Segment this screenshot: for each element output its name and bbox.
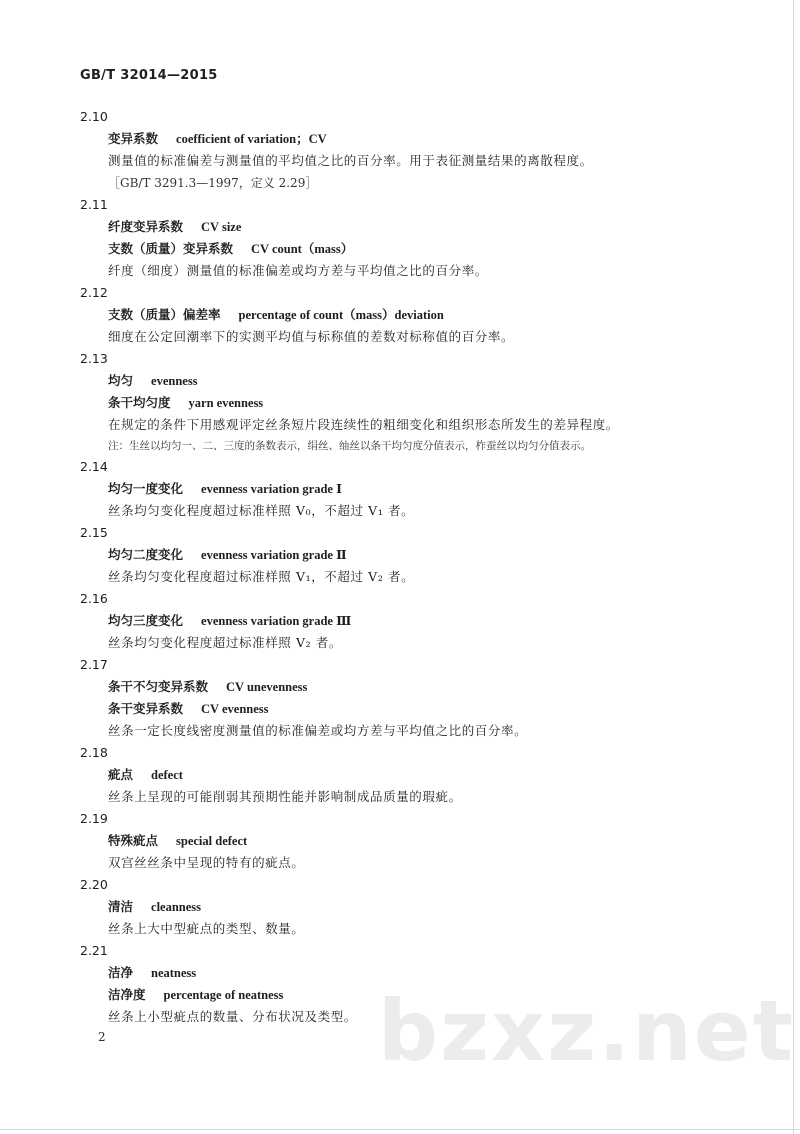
definition-text: 丝条均匀变化程度超过标准样照 V₂ 者。 (108, 635, 342, 650)
term-zh: 支数（质量）偏差率 (108, 307, 221, 322)
term-zh: 均匀二度变化 (108, 547, 184, 562)
entry-number: 2.13 (80, 351, 108, 366)
entry-number: 2.15 (80, 525, 108, 540)
definition-text: 丝条上呈现的可能削弱其预期性能并影响制成品质量的瑕疵。 (108, 789, 462, 804)
term-entry (80, 522, 720, 588)
term-line (80, 392, 720, 414)
entry-number: 2.19 (80, 811, 108, 826)
term-en: CV unevenness (226, 680, 308, 694)
term-line (80, 830, 720, 852)
term-line (80, 962, 720, 984)
definition-text: 丝条上大中型疵点的类型、数量。 (108, 921, 305, 936)
term-entry (80, 742, 720, 808)
term-entry (80, 456, 720, 522)
term-en: special defect (176, 834, 248, 848)
entry-number: 2.16 (80, 591, 108, 606)
term-zh: 支数（质量）变异系数 (108, 241, 234, 256)
definition-text: 丝条一定长度线密度测量值的标准偏差或均方差与平均值之比的百分率。 (108, 723, 528, 738)
term-zh: 纤度变异系数 (108, 219, 184, 234)
definition-text: 纤度（细度）测量值的标准偏差或均方差与平均值之比的百分率。 (108, 263, 488, 278)
page-edge-right (793, 0, 794, 1134)
term-en: percentage of neatness (163, 988, 284, 1002)
term-en: evenness variation grade Ⅲ (201, 614, 352, 628)
definition-text: 丝条上小型疵点的数量、分布状况及类型。 (108, 1009, 357, 1024)
term-zh: 疵点 (108, 767, 134, 782)
entry-number: 2.18 (80, 745, 108, 760)
term-en: evenness variation grade Ⅱ (201, 548, 347, 562)
page-edge-bottom (0, 1129, 800, 1130)
term-en: coefficient of variation；CV (176, 132, 327, 146)
term-line (80, 544, 720, 566)
term-entry (80, 106, 720, 194)
entry-number: 2.21 (80, 943, 108, 958)
term-line (80, 610, 720, 632)
entry-number: 2.11 (80, 197, 108, 212)
term-zh: 特殊疵点 (108, 833, 159, 848)
term-zh: 条干均匀度 (108, 395, 171, 410)
term-en: CV evenness (201, 702, 269, 716)
term-entry (80, 874, 720, 940)
entry-number: 2.10 (80, 109, 108, 124)
term-entry (80, 654, 720, 742)
term-line (80, 304, 720, 326)
term-zh: 变异系数 (108, 131, 159, 146)
term-entry (80, 282, 720, 348)
term-en: cleanness (151, 900, 202, 914)
term-en: evenness variation grade Ⅰ (201, 482, 342, 496)
definition-text: 丝条均匀变化程度超过标准样照 V₁，不超过 V₂ 者。 (108, 569, 415, 584)
term-entry (80, 588, 720, 654)
note-text: 注：生丝以均匀一、二、三度的条数表示，绢丝、䌷丝以条干均匀度分值表示，柞蚕丝以均匀分值表示。 (108, 440, 591, 452)
watermark: bzxz.net (378, 982, 795, 1080)
term-en: neatness (151, 966, 197, 980)
definition-text: 细度在公定回潮率下的实测平均值与标称值的差数对标称值的百分率。 (108, 329, 515, 344)
term-line (80, 764, 720, 786)
term-zh: 条干不匀变异系数 (108, 679, 209, 694)
term-line (80, 478, 720, 500)
term-en: CV size (201, 220, 242, 234)
term-line (80, 896, 720, 918)
term-line (80, 128, 720, 150)
term-line (80, 238, 720, 260)
reference-citation: ［GB/T 3291.3—1997，定义 2.29］ (108, 176, 318, 190)
entry-number: 2.20 (80, 877, 108, 892)
term-line (80, 676, 720, 698)
term-entry (80, 348, 720, 456)
standard-code-header: GB/T 32014—2015 (80, 68, 218, 83)
term-zh: 清洁 (108, 899, 134, 914)
term-zh: 均匀 (108, 373, 134, 388)
term-en: defect (151, 768, 183, 782)
definition-text: 丝条均匀变化程度超过标准样照 V₀，不超过 V₁ 者。 (108, 503, 415, 518)
term-line (80, 698, 720, 720)
term-entry (80, 808, 720, 874)
terms-list (80, 106, 720, 1028)
term-en: evenness (151, 374, 198, 388)
page-number: 2 (98, 1030, 106, 1044)
term-en: CV count（mass） (251, 242, 354, 256)
definition-text: 在规定的条件下用感观评定丝条短片段连续性的粗细变化和组织形态所发生的差异程度。 (108, 417, 619, 432)
term-entry (80, 194, 720, 282)
term-en: yarn evenness (188, 396, 264, 410)
term-zh: 条干变异系数 (108, 701, 184, 716)
term-line (80, 370, 720, 392)
term-zh: 均匀三度变化 (108, 613, 184, 628)
entry-number: 2.14 (80, 459, 108, 474)
definition-text: 测量值的标准偏差与测量值的平均值之比的百分率。用于表征测量结果的离散程度。 (108, 153, 593, 168)
term-zh: 洁净 (108, 965, 134, 980)
term-en: percentage of count（mass）deviation (238, 308, 444, 322)
term-zh: 洁净度 (108, 987, 146, 1002)
definition-text: 双宫丝丝条中呈现的特有的疵点。 (108, 855, 305, 870)
term-zh: 均匀一度变化 (108, 481, 184, 496)
entry-number: 2.17 (80, 657, 108, 672)
entry-number: 2.12 (80, 285, 108, 300)
term-line (80, 216, 720, 238)
